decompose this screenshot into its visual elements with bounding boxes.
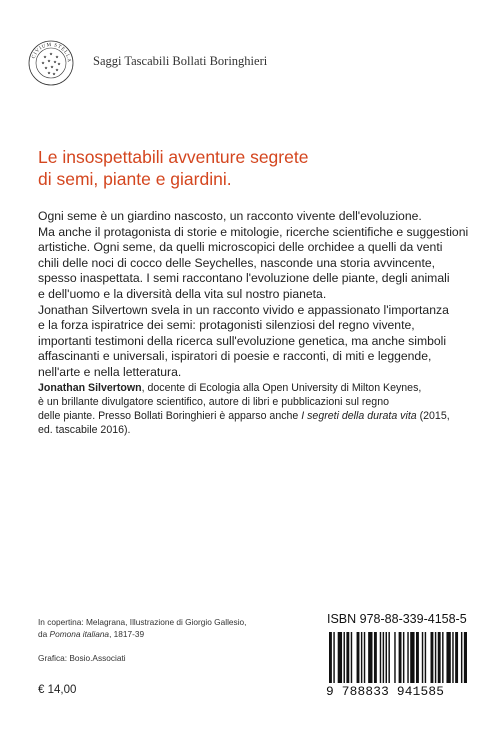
bio-text: (2015, xyxy=(416,410,450,422)
star-icon xyxy=(50,65,53,68)
tagline xyxy=(38,146,478,190)
bio-text: ed. tascabile 2016). xyxy=(38,424,131,436)
bio-text: , docente di Ecologia alla Open University di Milton Keynes, xyxy=(141,382,422,394)
barcode-bar xyxy=(394,632,395,684)
star-icon xyxy=(55,68,58,71)
barcode-bar xyxy=(380,632,381,684)
star-icon xyxy=(41,61,44,64)
blurb-line: chili delle noci di cocco delle Seychelles, nasconde una storia avvincente, xyxy=(38,255,436,270)
blurb-line: Ogni seme è un giardino nascosto, un racconto vivente dell'evoluzione. xyxy=(38,209,422,223)
barcode-bar xyxy=(361,632,362,684)
tagline-line-1: Le insospettabili avventure segrete xyxy=(38,147,309,167)
blurb-line: nell'arte e nella letteratura. xyxy=(38,364,182,379)
barcode-bar xyxy=(351,632,352,684)
barcode-bar xyxy=(388,632,389,684)
isbn: ISBN 978-88-339-4158-5 xyxy=(327,612,467,626)
barcode-bar xyxy=(399,632,402,684)
blurb-line: spesso inaspettata. I semi raccontano l'evoluzione delle piante, degli animali xyxy=(38,271,450,286)
blurb-line: importanti testimoni della ricerca sull'evoluzione genetica, ma anche simboli xyxy=(38,333,447,348)
blurb-line: affascinanti e universali, ispiratori di poesie e racconti, di miti e leggende, xyxy=(38,349,432,364)
svg-text:CIVIUM STELLAE xyxy=(28,40,71,63)
blurb-line: e dell'uomo e la diversità della vita sul nostro pianeta. xyxy=(38,286,327,301)
barcode-bar xyxy=(357,632,360,684)
series-name: Saggi Tascabili Bollati Boringhieri xyxy=(93,54,268,68)
barcode-bar xyxy=(338,632,342,684)
barcode-bar xyxy=(464,632,467,684)
barcode-bar xyxy=(455,632,458,684)
barcode-bar xyxy=(364,632,365,684)
stars-seal-icon xyxy=(28,40,74,86)
star-icon xyxy=(53,60,56,63)
author-name: Jonathan Silvertown xyxy=(38,382,142,394)
barcode-bar xyxy=(452,632,453,684)
barcode-bar xyxy=(386,632,387,684)
barcode-bar xyxy=(431,632,434,684)
cover-credit xyxy=(38,616,298,640)
barcode-number: 9 788833 941585 xyxy=(326,683,467,699)
credit-line: In copertina: Melagrana, Illustrazione di Giorgio Gallesio, xyxy=(38,617,247,627)
barcode-bar xyxy=(422,632,423,684)
credit-text: , 1817-39 xyxy=(109,629,145,639)
logo-text: CIVIUM STELLA xyxy=(31,42,72,64)
barcode-bar xyxy=(374,632,377,684)
credit-work: Pomona italiana xyxy=(49,629,110,639)
barcode-bar xyxy=(346,632,349,684)
credit-text: da xyxy=(38,629,50,639)
barcode-bar xyxy=(383,632,384,684)
barcode-bar xyxy=(368,632,372,684)
design-credit: Grafica: Bosio.Associati xyxy=(38,653,126,663)
barcode-bar xyxy=(438,632,441,684)
blurb-line: artistiche. Ogni seme, da quelli microscopici delle orchidee a quelli da venti xyxy=(38,240,443,255)
barcode-bar xyxy=(435,632,436,684)
price: € 14,00 xyxy=(38,684,77,696)
bio-text: delle piante. Presso Bollati Boringhieri è apparso anche xyxy=(38,410,302,422)
author-bio xyxy=(38,381,478,437)
star-icon xyxy=(49,52,52,55)
blurb-line: e la forza ispiratrice dei semi: protagonisti silenziosi del regno vivente, xyxy=(38,318,415,333)
star-icon xyxy=(47,59,50,62)
bio-text: è un brillante divulgatore scientifico, autore di libri e pubblicazioni sul regno xyxy=(38,396,389,408)
blurb-text xyxy=(38,209,478,381)
star-icon xyxy=(57,62,60,65)
tagline-line-2: di semi, piante e giardini. xyxy=(38,169,232,189)
book-title: I segreti della durata vita xyxy=(301,410,417,422)
barcode-bar xyxy=(344,632,345,684)
barcode-bar xyxy=(442,632,443,684)
star-icon xyxy=(47,71,50,74)
blurb-line: Jonathan Silvertown svela in un racconto vivido e appassionato l'importanza xyxy=(38,302,449,317)
barcode-bar xyxy=(446,632,450,684)
star-icon xyxy=(55,55,58,58)
barcode-bar xyxy=(425,632,426,684)
barcode-bar xyxy=(461,632,462,684)
barcode-bar xyxy=(416,632,419,684)
blurb-line: Ma anche il protagonista di storie e mitologie, ricerche scientifiche e suggestioni xyxy=(38,224,469,239)
star-icon xyxy=(43,55,46,58)
barcode-bar xyxy=(410,632,414,684)
star-icon xyxy=(52,72,55,75)
star-icon xyxy=(44,66,47,69)
